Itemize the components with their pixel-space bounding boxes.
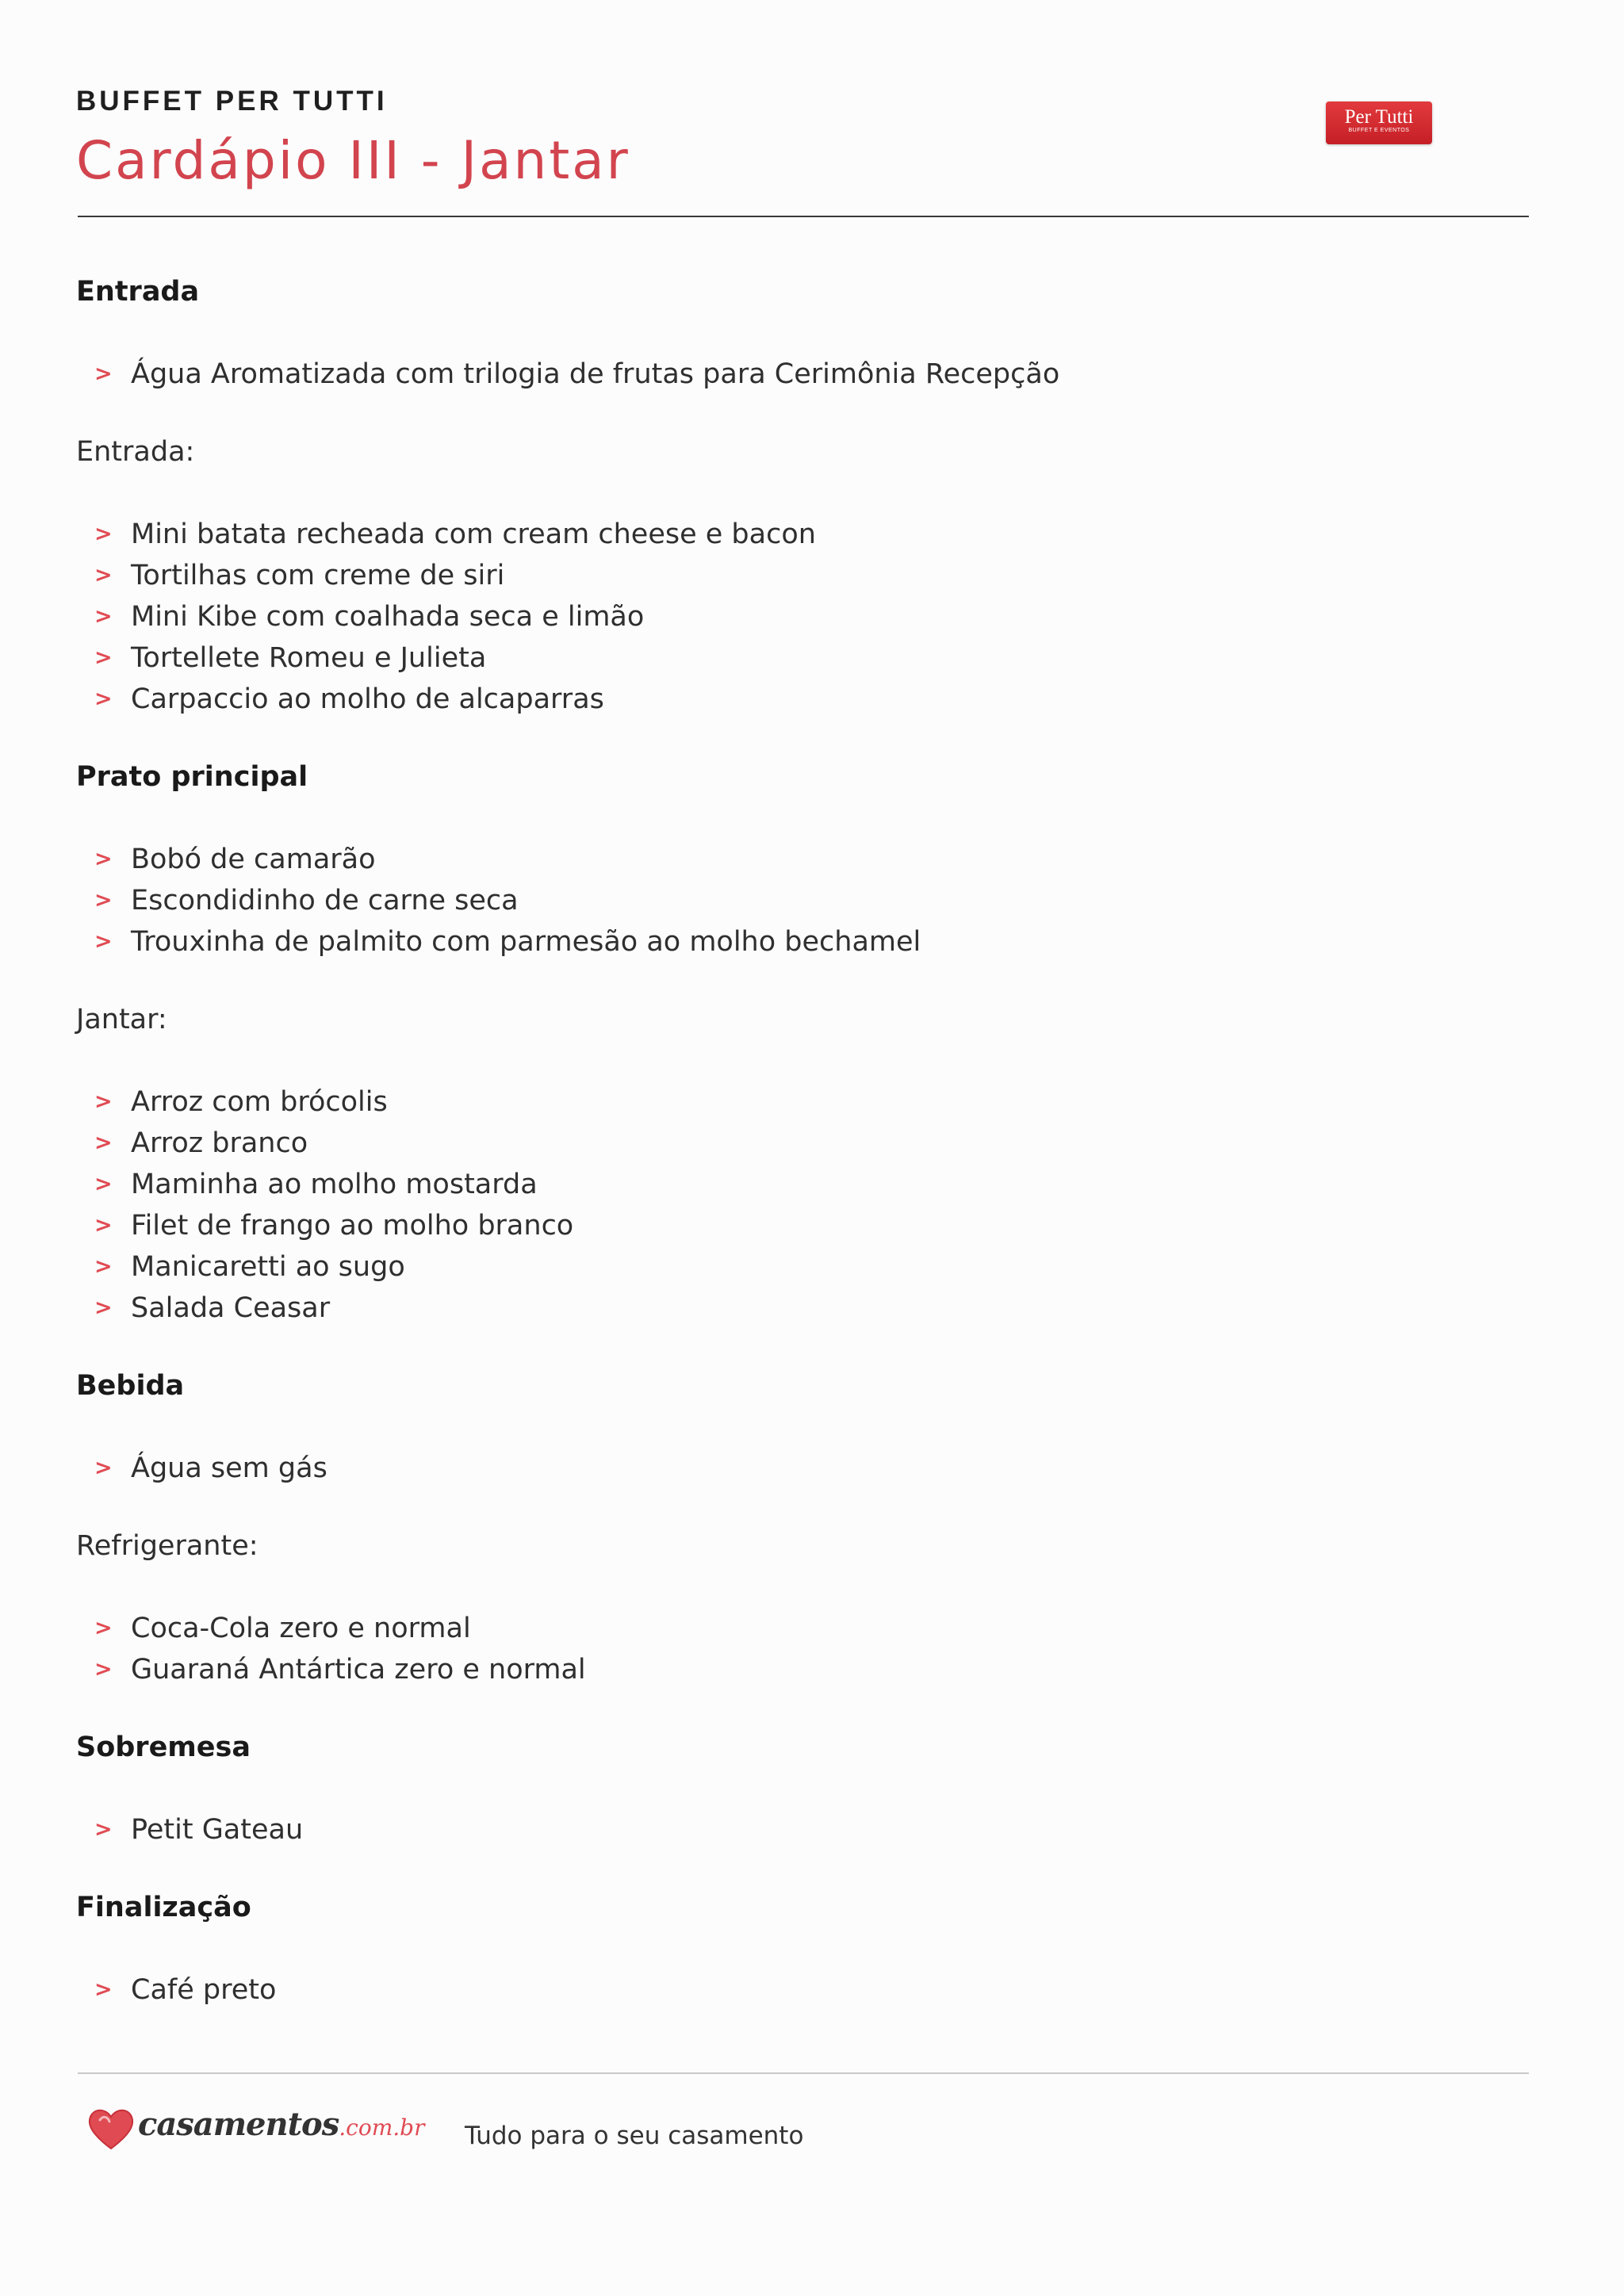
item-list (76, 839, 1503, 962)
section-finalizacao (76, 1887, 1503, 2011)
item-list (76, 354, 1503, 395)
chevron-right-icon: > (94, 604, 113, 629)
list-item: > Arroz branco (76, 1123, 1503, 1164)
subsection-label: Refrigerante: (76, 1530, 259, 1562)
list-item: > Escondidinho de carne seca (76, 880, 1503, 921)
heart-icon (86, 2104, 136, 2152)
list-item: > Trouxinha de palmito com parmesão ao molho bechamel (76, 921, 1503, 962)
subsection-label: Jantar: (76, 1004, 167, 1035)
list-item: > Água sem gás (76, 1448, 1503, 1489)
chevron-right-icon: > (94, 888, 113, 913)
list-item: > Tortilhas com creme de siri (76, 555, 1503, 596)
footer-divider (78, 2072, 1529, 2074)
chevron-right-icon: > (94, 1657, 113, 1682)
chevron-right-icon: > (94, 1616, 113, 1640)
section-entrada (76, 271, 1503, 756)
chevron-right-icon: > (94, 1172, 113, 1196)
list-item: > Coca-Cola zero e normal (76, 1608, 1503, 1649)
item-list (76, 1448, 1503, 1489)
chevron-right-icon: > (94, 1817, 113, 1842)
section-heading: Sobremesa (76, 1732, 251, 1763)
chevron-right-icon: > (94, 1254, 113, 1279)
logo-text: Per Tutti (1344, 106, 1414, 128)
chevron-right-icon: > (94, 929, 113, 954)
brand-tld: .com.br (339, 2114, 425, 2141)
chevron-right-icon: > (94, 687, 113, 711)
section-heading: Prato principal (76, 761, 308, 793)
section-bebida (76, 1365, 1503, 1727)
logo-subtext: BUFFET E EVENTOS (1348, 128, 1410, 133)
menu-content (76, 271, 1503, 2011)
chevron-right-icon: > (94, 1089, 113, 1114)
list-item: > Guaraná Antártica zero e normal (76, 1649, 1503, 1690)
header-divider (78, 216, 1529, 217)
footer-tagline: Tudo para o seu casamento (465, 2122, 804, 2150)
list-item: > Mini Kibe com coalhada seca e limão (76, 596, 1503, 637)
list-item: > Arroz com brócolis (76, 1081, 1503, 1123)
section-heading: Bebida (76, 1370, 185, 1402)
list-item: > Tortellete Romeu e Julieta (76, 637, 1503, 679)
item-list (76, 514, 1503, 720)
subsection-label: Entrada: (76, 436, 195, 468)
section-heading: Entrada (76, 276, 200, 308)
item-list (76, 1969, 1503, 2011)
chevron-right-icon: > (94, 645, 113, 670)
brand-name: casamentos.com.br (138, 2106, 425, 2143)
list-item: > Bobó de camarão (76, 839, 1503, 880)
section-heading: Finalização (76, 1892, 251, 1923)
list-item: > Manicaretti ao sugo (76, 1246, 1503, 1288)
per-tutti-logo (1326, 101, 1432, 144)
item-list (76, 1081, 1503, 1329)
chevron-right-icon: > (94, 1295, 113, 1320)
chevron-right-icon: > (94, 1131, 113, 1155)
chevron-right-icon: > (94, 1213, 113, 1238)
chevron-right-icon: > (94, 563, 113, 587)
list-item: > Filet de frango ao molho branco (76, 1205, 1503, 1246)
list-item: > Água Aromatizada com trilogia de frutas para Cerimônia Recepção (76, 354, 1503, 395)
section-prato-principal (76, 756, 1503, 1365)
vendor-name: BUFFET PER TUTTI (76, 86, 388, 117)
item-list (76, 1809, 1503, 1850)
casamentos-logo[interactable] (86, 2101, 435, 2156)
list-item: > Salada Ceasar (76, 1288, 1503, 1329)
section-sobremesa (76, 1727, 1503, 1887)
page-title: Cardápio III - Jantar (76, 130, 630, 191)
chevron-right-icon: > (94, 1977, 113, 2002)
chevron-right-icon: > (94, 1456, 113, 1480)
chevron-right-icon: > (94, 522, 113, 546)
list-item: > Petit Gateau (76, 1809, 1503, 1850)
item-list (76, 1608, 1503, 1690)
chevron-right-icon: > (94, 362, 113, 386)
list-item: > Café preto (76, 1969, 1503, 2011)
list-item: > Maminha ao molho mostarda (76, 1164, 1503, 1205)
list-item: > Carpaccio ao molho de alcaparras (76, 679, 1503, 720)
chevron-right-icon: > (94, 847, 113, 871)
list-item: > Mini batata recheada com cream cheese e bacon (76, 514, 1503, 555)
